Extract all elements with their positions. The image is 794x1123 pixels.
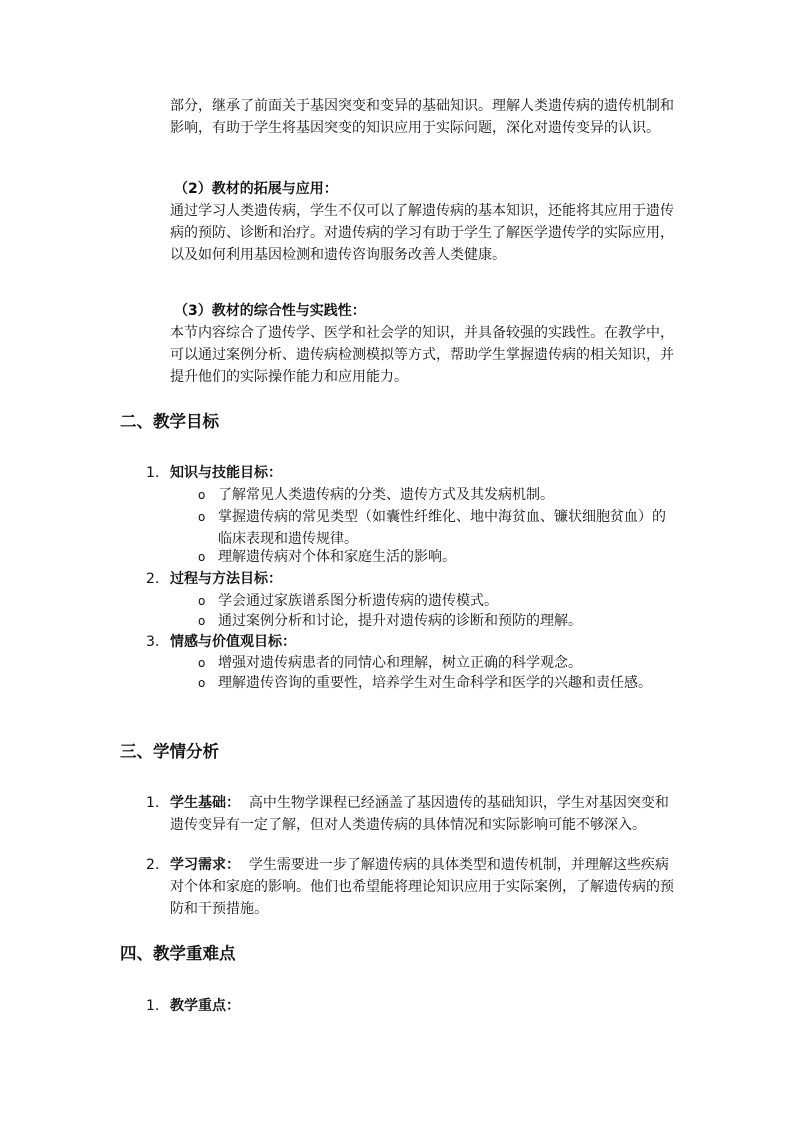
item-number: 1. <box>146 465 160 481</box>
bullet-icon: o <box>198 594 206 608</box>
item-number: 1. <box>146 795 160 811</box>
item-label: 教学重点： <box>170 998 240 1014</box>
item-text: 学生需要进一步了解遗传病的具体类型和遗传机制，并理解这些疾病对个体和家庭的影响。他们也希望能将理论知识应用于实际案例，了解遗传病的预防和干预措施。 <box>170 857 674 917</box>
subsection-title-3: （3）教材的综合性与实践性： <box>174 303 366 319</box>
item-number: 1. <box>146 998 160 1014</box>
item-number: 2. <box>146 571 160 587</box>
bullet-icon: o <box>198 488 206 502</box>
intro-paragraph-2: 通过学习人类遗传病，学生不仅可以了解遗传病的基本知识，还能将其应用于遗传病的预防、诊断和治疗。对遗传病的学习有助于学生了解医学遗传学的实际应用，以及如何利用基因检测和遗传咨询服务改善人类健康。 <box>170 203 674 263</box>
intro-paragraph-3: 本节内容综合了遗传学、医学和社会学的知识，并具备较强的实践性。在教学中，可以通过案例分析、遗传病检测模拟等方式，帮助学生掌握遗传病的相关知识，并提升他们的实际操作能力和应用能力。 <box>170 325 674 385</box>
item-label: 情感与价值观目标： <box>170 634 296 650</box>
document-page: 部分，继承了前面关于基因突变和变异的基础知识。理解人类遗传病的遗传机制和影响，有助于学生将基因突变的知识应用于实际问题，深化对遗传变异的认识。 （2）教材的拓展与应用： 通过学习人类遗传病，学生不仅可以了解遗传病的基本知识，还能将其应用于遗传病的预防、诊断和治疗。对遗传病的学习有助于学生了解医学遗传学的实际应用，以及如何利用基因检测和遗传咨询服务改善人类健康。 （3）教材的综合性与实践性： 本节内容综合了遗传学、医学和社会学的知识，并具备较强的实践性。在教学中，可以通过案例分析、遗传病检测模拟等方式，帮助学生掌握遗传病的相关知识，并提升他们的实际操作能力和应用能力。 二、教学目标 1. 知识与技能目标： o 了解常见人类遗传病的分类、遗传方式及其发病机制。 o 掌握遗传病的常见类型（如囊性纤维化、地中海贫血、镰状细胞贫血）的临床表现和遗传规律。 o 理解遗传病对个体和家庭生活的影响。 2. 过程与方法目标： o 学会通过家族谱系图分析遗传病的遗传模式。 o 通过案例分析和讨论，提升对遗传病的诊断和预防的理解。 3. 情感与价值观目标： o 增强对遗传病患者的同情心和理解，树立正确的科学观念。 o 理解遗传咨询的重要性，培养学生对生命科学和医学的兴趣和责任感。 三、学情分析 1. 学生基础： 高中生物学课程已经涵盖了基因遗传的基础知识，学生对基因突变和遗传变异有一定了解，但对人类遗传病的具体情况和实际影响可能不够深入。 2. 学习需求： 学生需要进一步了解遗传病的具体类型和遗传机制，并理解这些疾病对个体和家庭的影响。他们也希望能将理论知识应用于实际案例，了解遗传病的预防和干预措施。 四、教学重难点 1. 教学重点： <box>0 0 794 1123</box>
section-title-teaching-goals: 二、教学目标 <box>120 412 219 431</box>
item-number: 2. <box>146 857 160 873</box>
item-label: 过程与方法目标： <box>170 571 282 587</box>
item-label: 学生基础： <box>170 795 240 811</box>
section-title-key-points: 四、教学重难点 <box>120 944 236 963</box>
bullet-icon: o <box>198 614 206 628</box>
bullet-icon: o <box>198 656 206 670</box>
intro-paragraph-1: 部分，继承了前面关于基因突变和变异的基础知识。理解人类遗传病的遗传机制和影响，有助于学生将基因突变的知识应用于实际问题，深化对遗传变异的认识。 <box>170 98 674 136</box>
item-text: 高中生物学课程已经涵盖了基因遗传的基础知识，学生对基因突变和遗传变异有一定了解，但对人类遗传病的具体情况和实际影响可能不够深入。 <box>170 795 669 833</box>
bullet-icon: o <box>198 550 206 564</box>
section-title-learner-analysis: 三、学情分析 <box>120 742 219 761</box>
bullet-icon: o <box>198 510 206 524</box>
item-number: 3. <box>146 634 160 650</box>
item-label: 学习需求： <box>170 857 240 873</box>
item-label: 知识与技能目标： <box>170 465 282 481</box>
bullet-icon: o <box>198 676 206 690</box>
subsection-title-2: （2）教材的拓展与应用： <box>174 181 338 197</box>
